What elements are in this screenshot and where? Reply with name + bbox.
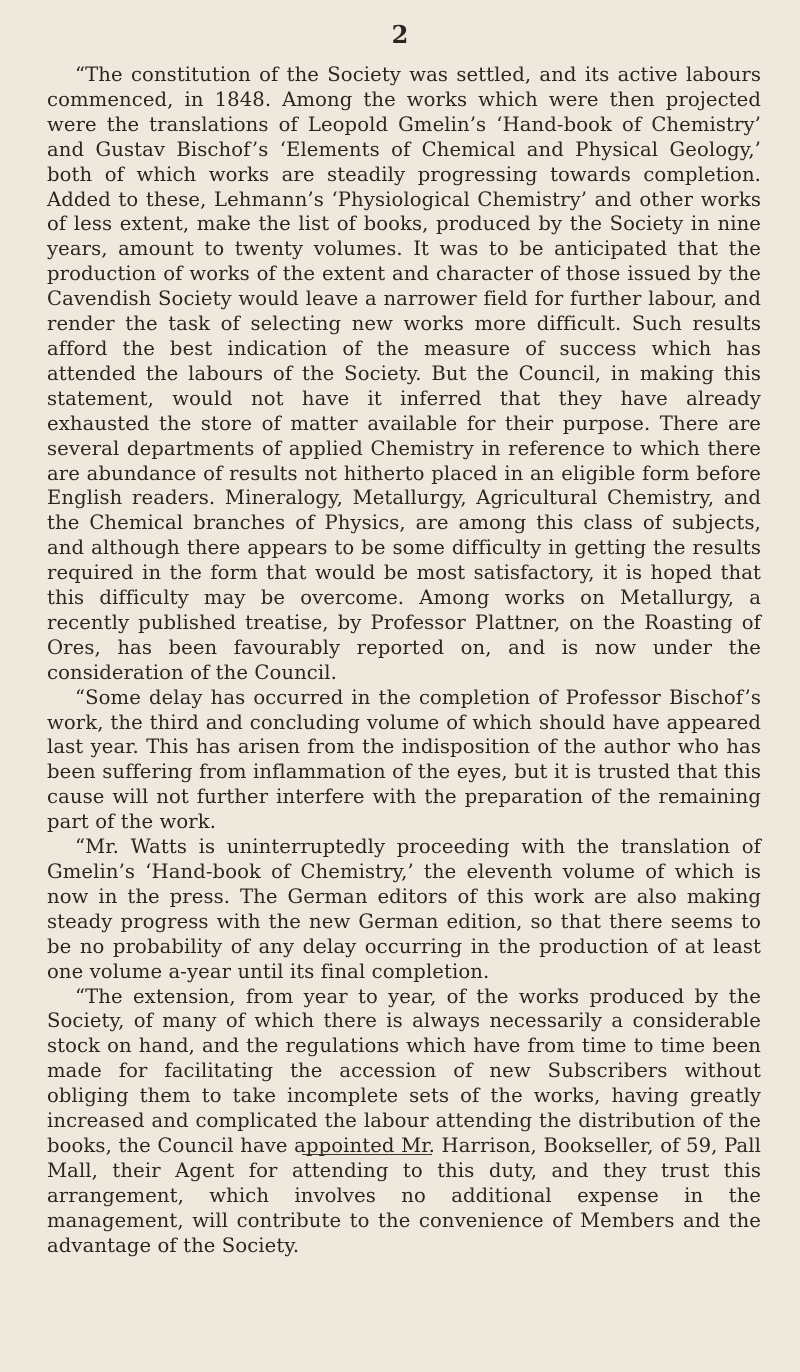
closing-rule [302, 1154, 432, 1155]
paragraph-2: “Some delay has occurred in the completion of Professor Bischof’s work, the third and concluding volume of which should have appeared last year. This has arisen from the indisposition of the author who has been suffering from inflammation of the eyes, but it is trusted that this cause will not further interfere with the preparation of the remaining part of the work. [47, 685, 761, 834]
page-number: 2 [391, 20, 409, 49]
paragraph-3: “Mr. Watts is uninterruptedly proceeding with the translation of Gmelin’s ‘Hand-book of Chemistry,’ the eleventh volume of which is now in the press. The German editors of this work are also making steady progress with the new German edition, so that there seems to be no probability of any delay occurring in the production of at least one volume a-year until its final completion. [47, 835, 761, 983]
paragraph-4: “The extension, from year to year, of the works produced by the Society, of many of which there is always necessarily a considerable stock on hand, and the regulations which have from time to time been made for facilitating the accession of new Subscribers without obliging them to take incomplete sets of the works, having greatly increased and complicated the labour attending the distribution of the books, the Council have appointed Mr. Harrison, Bookseller, of 59, Pall Mall, their Agent for attending to this duty, and they trust this arrangement, which involves no additional expense in the management, will contribute to the convenience of Members and the advantage of the Society. [47, 984, 761, 1257]
paragraph-1: “The constitution of the Society was settled, and its active labours commenced, in 1848. Among the works which were then projected were the translations of Leopold Gmelin’s ‘Hand-book of Chemistry’ and Gustav Bischof’s ‘Elements of Chemical and Physical Geology,’ both of which works are steadily progressing towards completion. Added to these, Lehmann’s ‘Physiological Chemistry’ and other works of less extent, make the list of books, produced by the Society in nine years, amount to twenty volumes. It was to be anticipated that the production of works of the extent and character of those issued by the Cavendish Society would leave a narrower field for further labour, and render the task of selecting new works more difficult. Such results afford the best indication of the measure of success which has attended the labours of the Society. But the Council, in making this statement, would not have it inferred that they have already exhausted the store of matter available for their purpose. There are several departments of applied Chemistry in reference to which there are abundance of results not hitherto placed in an eligible form before English readers. Mineralogy, Metallurgy, Agricultural Chemistry, and the Chemical branches of Physics, are among this class of subjects, and although there appears to be some difficulty in getting the results required in the form that would be most satisfactory, it is hoped that this difficulty may be overcome. Among works on Metallurgy, a recently published treatise, by Professor Plattner, on the Roasting of Ores, has been favourably reported on, and is now under the consideration of the Council. [47, 63, 761, 684]
body-text [47, 63, 761, 1259]
